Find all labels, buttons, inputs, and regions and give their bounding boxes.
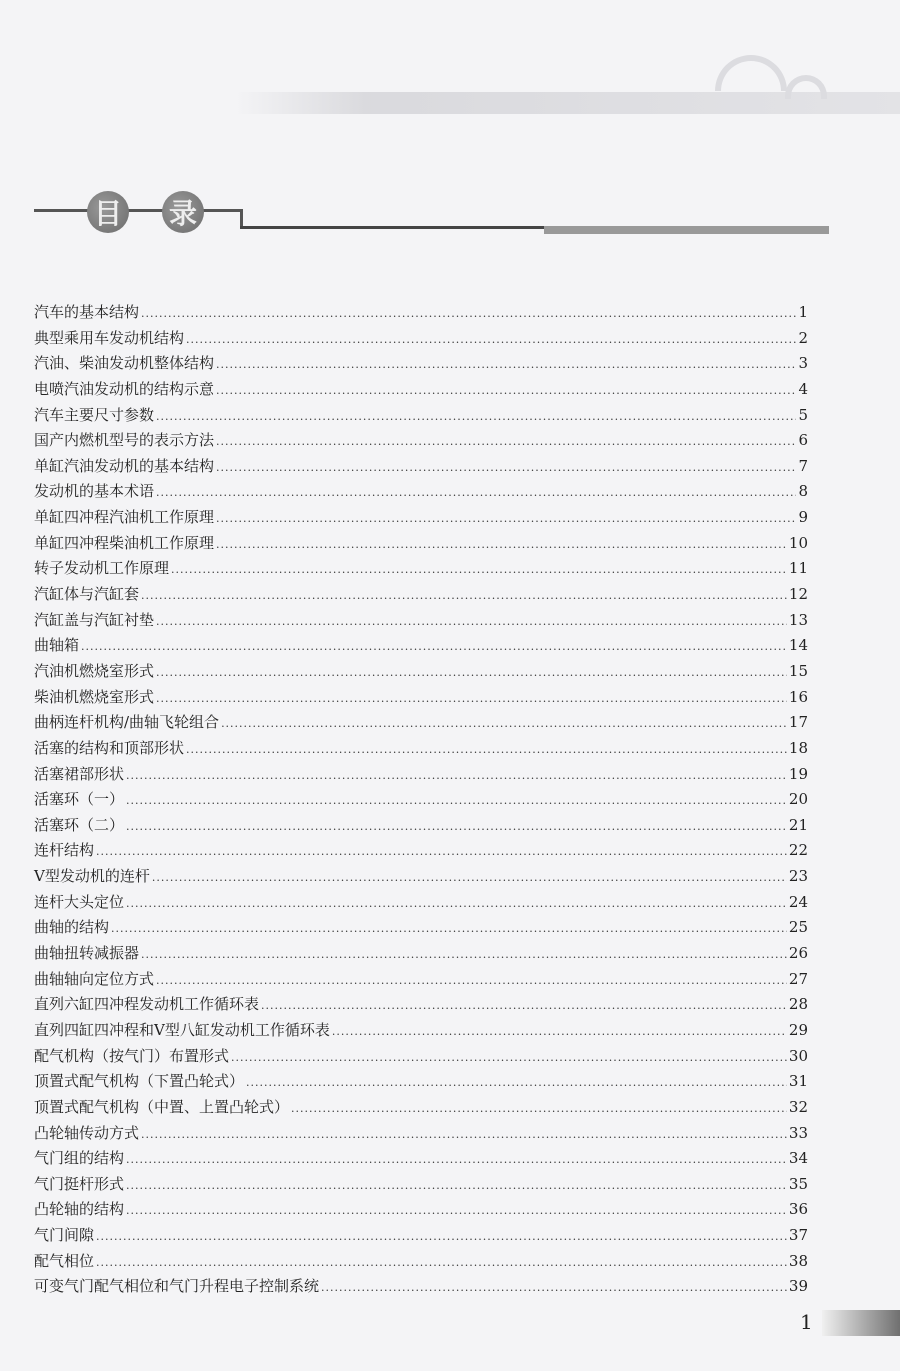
toc-entry[interactable]: [34, 531, 808, 557]
toc-entry-title: 直列六缸四冲程发动机工作循环表: [34, 995, 260, 1014]
dot-leader: [156, 968, 787, 994]
toc-entry-page: 12: [788, 585, 808, 604]
dot-leader: [126, 763, 787, 789]
toc-entry-page: 9: [798, 508, 808, 527]
toc-entry[interactable]: [34, 454, 808, 480]
toc-entry-title: 凸轮轴传动方式: [34, 1123, 140, 1142]
toc-entry-title: 单缸汽油发动机的基本结构: [34, 456, 215, 475]
toc-entry-title: 国产内燃机型号的表示方法: [34, 431, 215, 450]
toc-entry-page: 29: [788, 1020, 808, 1039]
toc-entry-title: 连杆结构: [34, 841, 95, 860]
toc-entry-page: 8: [798, 482, 808, 501]
dot-leader: [126, 814, 787, 840]
toc-entry-page: 26: [788, 944, 808, 963]
dot-leader: [216, 532, 787, 558]
toc-entry-page: 28: [788, 995, 808, 1014]
toc-entry-page: 2: [798, 328, 808, 347]
dot-leader: [186, 327, 796, 353]
dot-leader: [96, 1250, 787, 1276]
dot-leader: [261, 993, 787, 1019]
toc-entry-page: 10: [788, 533, 808, 552]
dot-leader: [231, 1045, 787, 1071]
toc-entry-page: 11: [788, 559, 808, 578]
page-number: 1: [800, 1310, 813, 1334]
dot-leader: [141, 583, 787, 609]
dot-leader: [216, 352, 796, 378]
dot-leader: [156, 686, 787, 712]
toc-entry-page: 39: [788, 1277, 808, 1296]
toc-entry-page: 38: [788, 1251, 808, 1270]
toc-entry-title: 曲轴扭转减振器: [34, 944, 140, 963]
toc-entry-page: 27: [788, 969, 808, 988]
toc-entry[interactable]: [34, 377, 808, 403]
toc-entry[interactable]: [34, 556, 808, 582]
toc-entry[interactable]: [34, 992, 808, 1018]
toc-entry-title: 典型乘用车发动机结构: [34, 328, 185, 347]
dot-leader: [141, 1122, 787, 1148]
toc-entry[interactable]: [34, 300, 808, 326]
toc-entry[interactable]: [34, 326, 808, 352]
toc-entry-title: 汽缸体与汽缸套: [34, 585, 140, 604]
toc-entry-title: 单缸四冲程汽油机工作原理: [34, 508, 215, 527]
toc-entry-title: 可变气门配气相位和气门升程电子控制系统: [34, 1277, 320, 1296]
dot-leader: [96, 1224, 787, 1250]
toc-entry-title: 汽油、柴油发动机整体结构: [34, 354, 215, 373]
toc-entry-page: 37: [788, 1226, 808, 1245]
dot-leader: [186, 737, 787, 763]
toc-entry-page: 17: [788, 713, 808, 732]
dot-leader: [126, 1198, 787, 1224]
show-through-ornament: [785, 75, 827, 99]
dot-leader: [171, 557, 787, 583]
toc-entry-title: 活塞裙部形状: [34, 764, 125, 783]
toc-entry-title: 曲柄连杆机构/曲轴飞轮组合: [34, 713, 220, 732]
toc-entry-page: 36: [788, 1200, 808, 1219]
heading-char-circle: 录: [162, 191, 204, 233]
dot-leader: [141, 942, 787, 968]
heading-char-circle: 目: [87, 191, 129, 233]
toc-entry[interactable]: [34, 1069, 808, 1095]
dot-leader: [81, 634, 787, 660]
toc-entry-title: 汽油机燃烧室形式: [34, 661, 155, 680]
dot-leader: [126, 891, 787, 917]
toc-entry-title: 电喷汽油发动机的结构示意: [34, 379, 215, 398]
toc-entry-page: 21: [788, 815, 808, 834]
toc-entry[interactable]: [34, 685, 808, 711]
dot-leader: [291, 1096, 787, 1122]
toc-entry-title: 活塞环（二）: [34, 815, 125, 834]
toc-entry[interactable]: [34, 479, 808, 505]
dot-leader: [111, 916, 787, 942]
toc-entry[interactable]: [34, 967, 808, 993]
dot-leader: [152, 865, 787, 891]
heading-bar: [544, 226, 829, 234]
show-through-ornament: [715, 55, 787, 91]
toc-entry-page: 16: [788, 687, 808, 706]
dot-leader: [156, 660, 787, 686]
toc-heading: [34, 188, 829, 248]
toc-entry-title: 活塞的结构和顶部形状: [34, 738, 185, 757]
toc-entry-title: 柴油机燃烧室形式: [34, 687, 155, 706]
toc-entry-page: 3: [798, 354, 808, 373]
toc-entry[interactable]: [34, 762, 808, 788]
toc-entry[interactable]: [34, 1223, 808, 1249]
toc-entry-page: 31: [788, 1072, 808, 1091]
toc-entry-page: 14: [788, 636, 808, 655]
toc-entry[interactable]: [34, 608, 808, 634]
toc-entry-page: 32: [788, 1097, 808, 1116]
toc-entry[interactable]: [34, 941, 808, 967]
toc-entry-title: 气门组的结构: [34, 1149, 125, 1168]
toc-entry-title: 单缸四冲程柴油机工作原理: [34, 533, 215, 552]
toc-entry-title: 气门间隙: [34, 1226, 95, 1245]
toc-entry[interactable]: [34, 1044, 808, 1070]
toc-entry-title: 顶置式配气机构（下置凸轮式）: [34, 1072, 245, 1091]
toc-entry-page: 25: [788, 918, 808, 937]
toc-entry-title: 汽缸盖与汽缸衬垫: [34, 610, 155, 629]
toc-entry-page: 7: [798, 456, 808, 475]
toc-entry-page: 18: [788, 738, 808, 757]
dot-leader: [216, 455, 796, 481]
toc-entry[interactable]: [34, 1249, 808, 1275]
toc-entry[interactable]: [34, 1197, 808, 1223]
toc-entry[interactable]: [34, 864, 808, 890]
toc-entry-title: 活塞环（一）: [34, 790, 125, 809]
toc-entry[interactable]: [34, 1146, 808, 1172]
toc-entry-page: 33: [788, 1123, 808, 1142]
toc-entry-page: 19: [788, 764, 808, 783]
heading-rule: [240, 226, 580, 229]
toc-entry[interactable]: [34, 1121, 808, 1147]
toc-entry-page: 23: [788, 867, 808, 886]
dot-leader: [216, 378, 796, 404]
table-of-contents: [34, 300, 808, 1300]
toc-entry-page: 1: [798, 303, 808, 321]
toc-entry-title: 顶置式配气机构（中置、上置凸轮式）: [34, 1097, 290, 1116]
toc-entry[interactable]: [34, 1172, 808, 1198]
dot-leader: [156, 609, 787, 635]
dot-leader: [216, 506, 796, 532]
toc-entry[interactable]: [34, 1274, 808, 1300]
toc-entry-page: 30: [788, 1046, 808, 1065]
toc-entry-page: 20: [788, 790, 808, 809]
toc-entry-title: 汽车主要尺寸参数: [34, 405, 155, 424]
toc-entry-title: V型发动机的连杆: [34, 867, 150, 886]
dot-leader: [96, 839, 787, 865]
toc-entry-page: 34: [788, 1149, 808, 1168]
toc-entry[interactable]: [34, 582, 808, 608]
toc-entry[interactable]: [34, 1018, 808, 1044]
toc-entry-title: 直列四缸四冲程和V型八缸发动机工作循环表: [34, 1020, 330, 1039]
toc-entry-page: 5: [798, 405, 808, 424]
dot-leader: [216, 429, 796, 455]
toc-entry-title: 气门挺杆形式: [34, 1174, 125, 1193]
dot-leader: [332, 1019, 787, 1045]
toc-entry[interactable]: [34, 813, 808, 839]
toc-entry[interactable]: [34, 351, 808, 377]
dot-leader: [126, 788, 787, 814]
toc-entry-page: 35: [788, 1174, 808, 1193]
toc-entry-title: 曲轴的结构: [34, 918, 110, 937]
toc-entry[interactable]: [34, 659, 808, 685]
dot-leader: [221, 711, 787, 737]
toc-entry[interactable]: [34, 403, 808, 429]
toc-entry-title: 汽车的基本结构: [34, 303, 140, 321]
toc-entry-title: 连杆大头定位: [34, 892, 125, 911]
toc-entry-title: 配气相位: [34, 1251, 95, 1270]
toc-entry-page: 15: [788, 661, 808, 680]
toc-entry[interactable]: [34, 890, 808, 916]
dot-leader: [141, 301, 796, 327]
toc-entry-title: 曲轴轴向定位方式: [34, 969, 155, 988]
toc-entry[interactable]: [34, 633, 808, 659]
toc-entry[interactable]: [34, 838, 808, 864]
toc-entry[interactable]: [34, 1095, 808, 1121]
toc-entry-title: 曲轴箱: [34, 636, 80, 655]
toc-entry-page: 22: [788, 841, 808, 860]
dot-leader: [156, 404, 796, 430]
heading-rule: [34, 209, 240, 212]
dot-leader: [246, 1070, 787, 1096]
dot-leader: [156, 480, 796, 506]
toc-entry[interactable]: [34, 505, 808, 531]
toc-entry-title: 凸轮轴的结构: [34, 1200, 125, 1219]
toc-entry-page: 13: [788, 610, 808, 629]
toc-entry-page: 24: [788, 892, 808, 911]
page-tab: [822, 1310, 900, 1336]
toc-entry[interactable]: [34, 428, 808, 454]
toc-entry[interactable]: [34, 736, 808, 762]
dot-leader: [321, 1275, 787, 1301]
toc-entry-page: 4: [798, 379, 808, 398]
toc-entry[interactable]: [34, 915, 808, 941]
toc-entry[interactable]: [34, 710, 808, 736]
dot-leader: [126, 1173, 787, 1199]
dot-leader: [126, 1147, 787, 1173]
toc-entry[interactable]: [34, 787, 808, 813]
toc-entry-title: 配气机构（按气门）布置形式: [34, 1046, 230, 1065]
toc-entry-title: 发动机的基本术语: [34, 482, 155, 501]
toc-entry-page: 6: [798, 431, 808, 450]
toc-entry-title: 转子发动机工作原理: [34, 559, 170, 578]
